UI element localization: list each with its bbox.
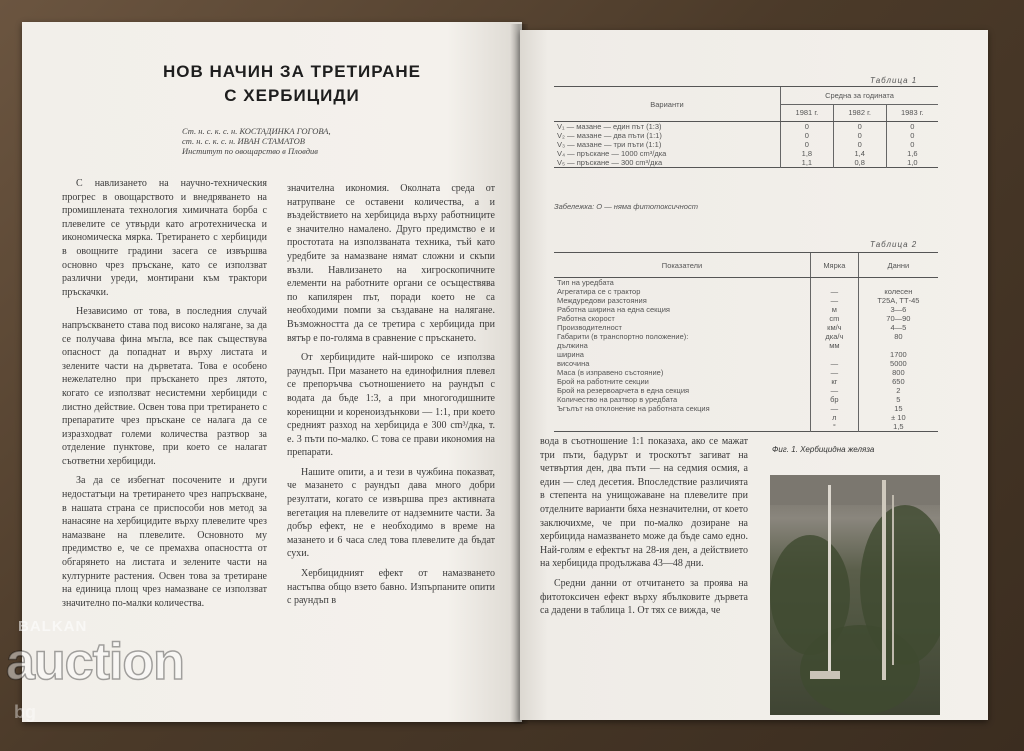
table-1-cell: 0: [886, 122, 938, 132]
table-1-cell: 0: [781, 140, 834, 149]
watermark-main: auction: [6, 633, 184, 691]
table-1-cell: V₂ — мазане — два пъти (1:1): [557, 131, 662, 140]
table-2-header: Показатели: [554, 253, 811, 278]
table-1-cell: 0: [886, 140, 938, 149]
table-1-cell: 0,8: [833, 158, 886, 168]
table-1-row: [554, 149, 938, 158]
table-2-cell: Работна скорост: [557, 314, 615, 323]
table-2-row: [554, 278, 938, 288]
table-2-cell: 70—90: [858, 314, 938, 323]
table-1-header-variant: Варианти: [554, 87, 781, 122]
table-2-cell: височина: [557, 359, 590, 368]
photo-pole: [892, 495, 894, 665]
table-2-cell: колесен: [858, 287, 938, 296]
table-2-header: Мярка: [811, 253, 859, 278]
table-2-row: [554, 314, 938, 323]
table-2-label: Таблица 2: [870, 240, 918, 249]
table-2-cell: 4—5: [858, 323, 938, 332]
table-2-cell: Работна ширина на една секция: [557, 305, 670, 314]
table-2-cell: —: [811, 368, 859, 377]
table-2-cell: [858, 341, 938, 350]
table-2-cell: cm: [811, 314, 859, 323]
table-2-cell: [811, 350, 859, 359]
table-2-cell: Ъгълът на отклонение на работната секция: [557, 404, 710, 413]
table-1: [554, 86, 938, 168]
table-1-row: [554, 140, 938, 149]
paragraph: Хербицидният ефект от намазването настъпва общо взето бавно. Изпърпаните опити с раундъп в: [287, 568, 495, 607]
title-line-2: С ХЕРБИЦИДИ: [224, 86, 360, 105]
table-1-header-group: Средна за годината: [781, 87, 939, 105]
table-2-cell: [554, 413, 811, 422]
table-2-cell: °: [811, 422, 859, 432]
text-column-1: [62, 177, 267, 707]
paragraph: значителна икономия. Околната среда от натрупване се оставени количества, а и въздействието на хербицида върху работниците е значително намалено. Друго предимство е и простотата на използваната техника, тъй като уредбите за намазване нямат сложни и скъпи възли. Навлизането на хигроскопичните елементи на работните органи се осъществява по капилярен път, поради което не са необходими помпи за създаване на налягане. Възможността да се третира с хербицида при вятър е по-голяма в сравнение с пръскането.: [287, 183, 495, 344]
table-2-row: [554, 323, 938, 332]
table-2-cell: ± 10: [858, 413, 938, 422]
table-2-cell: Производителност: [557, 323, 622, 332]
paragraph: За да се избегнат посочените и други недостатъци на третирането чрез напръскване, в нашата страна се приспособи нов метод за нанасяне на хербицидите върху плевелите чрез намазване на плевелите. Основното му предимство е, че се премахва опасността от обгарянето на листата и зелените части на културните растения. Освен това за третиране на единица площ чрез намазване се използват значително по-малки количества.: [62, 475, 267, 609]
table-2-row: [554, 350, 938, 359]
table-1-cell: V₄ — пръскане — 1000 cm³/дка: [557, 149, 667, 158]
table-1-cell: 1,6: [886, 149, 938, 158]
table-1-year: 1983 г.: [886, 104, 938, 122]
table-1-cell: V₃ — мазане — три пъти (1:1): [557, 140, 662, 149]
table-2-cell: м: [811, 305, 859, 314]
paragraph: Независимо от това, в последния случай напръскването става под високо налягане, за да се получава фина мъгла, все пак съществува опасност да попаднат и върху листата и зелените части на дърветата. Това е особено нежелателно при пръскането през лятото, когато се използват несистемни хербициди с листно действие. Освен това при третирането с препаратите чрез пръскане се налага да се изразходват големи количества разтвор за отделение пунктове, при което се налагат съответни хербициди.: [62, 306, 267, 467]
table-2-cell: 5000: [858, 359, 938, 368]
table-2-row: [554, 359, 938, 368]
table-2-row: [554, 368, 938, 377]
table-1-cell: 0: [833, 131, 886, 140]
table-2-row: [554, 287, 938, 296]
table-2-cell: 1700: [858, 350, 938, 359]
table-2-cell: дка/ч: [811, 332, 859, 341]
table-2-row: [554, 332, 938, 341]
table-2-row: [554, 404, 938, 413]
table-1-body: [554, 122, 938, 168]
table-2-row: [554, 386, 938, 395]
table-2-cell: Т25А, ТТ-45: [858, 296, 938, 305]
table-2-row: [554, 395, 938, 404]
paragraph: Нашите опити, а и тези в чужбина показват, че мазането с раундъп дава много добри резултати, когато се извършва през активната вегетация на плевелите от надземните части. За добър ефект, не е необходимо в време на мазането и 6 часа след това плевелите да бъдат сухи.: [287, 466, 495, 560]
table-2-cell: Габарити (в транспортно положение):: [557, 332, 689, 341]
table-1-cell: 0: [833, 140, 886, 149]
table-2-cell: бр: [811, 395, 859, 404]
table-1-cell: 1,1: [781, 158, 834, 168]
table-1-cell: 1,8: [781, 149, 834, 158]
table-2-cell: —: [811, 296, 859, 305]
table-1-cell: 0: [833, 122, 886, 132]
author-2: ст. н. с. к. с. н. ИВАН СТАМАТОВ: [182, 136, 305, 146]
table-1-row: [554, 158, 938, 168]
table-2-cell: Количество на разтвор в уредбата: [557, 395, 678, 404]
photo-base: [810, 671, 840, 679]
table-2-body: [554, 278, 938, 432]
table-2-cell: Брой на работните секции: [557, 377, 649, 386]
paragraph: С навлизането на научно-техническия прогрес в овощарството и внедряването на промишлената технология химичната борба с плевелите се утвърди като агротехническа и икономическа мярка. Третирането с хербициди в овощните градини засега се извършва основно чрез пръскане, като се използват различни уреди, монтирани към трактори пръскачки.: [62, 178, 267, 298]
table-2-cell: л: [811, 413, 859, 422]
table-2-row: [554, 296, 938, 305]
table-2-cell: мм: [811, 341, 859, 350]
text-column-3: [540, 435, 748, 700]
right-page: [520, 30, 988, 720]
table-2: [554, 252, 938, 432]
watermark-sub: bg: [14, 702, 36, 722]
paragraph: Средни данни от отчитането за проява на фитотоксичен ефект върху ябълковите дървета са дадени в таблица 1. От тях се вижда, че: [540, 577, 748, 617]
table-1-row: [554, 131, 938, 140]
table-2-row: [554, 422, 938, 432]
table-1-note: Забележка: О — няма фитотоксичност: [554, 202, 698, 211]
table-2-cell: Брой на резервоарчета в една секция: [557, 386, 690, 395]
paragraph: вода в съотношение 1:1 показаха, ако се мажат три пъти, бадурът и троскотът загиват на четвъртия ден, два пъти — на седмия осмия, а един — след десетия. Впоследствие различията в степента на унищожаване на плевелите при отделните варианти бяха незначителни, от което заключихме, че при по-малко дозиране на хербицида намазването може да бъде само едно. Най-голям е ефектът на 28-ия ден, а действието на хербицида продължава 43—48 дни.: [540, 436, 748, 570]
left-page: [22, 22, 522, 722]
table-1-cell: 1,0: [886, 158, 938, 168]
table-1-cell: 1,4: [833, 149, 886, 158]
table-2-row: [554, 377, 938, 386]
table-2-cell: 1,5: [858, 422, 938, 432]
table-2-cell: Агрегатира се с трактор: [557, 287, 641, 296]
table-2-cell: 800: [858, 368, 938, 377]
article-title: [102, 60, 482, 108]
table-2-cell: 2: [858, 386, 938, 395]
table-2-cell: 3—6: [858, 305, 938, 314]
table-2-cell: [554, 422, 811, 432]
table-1-row: [554, 122, 938, 132]
table-2-row: [554, 341, 938, 350]
table-2-cell: 80: [858, 332, 938, 341]
table-1-cell: 0: [781, 131, 834, 140]
table-1-year: 1982 г.: [833, 104, 886, 122]
table-2-cell: —: [811, 359, 859, 368]
institute: Институт по овощарство в Пловдив: [182, 146, 318, 156]
table-1-cell: V₁ — мазане — един път (1:3): [557, 122, 662, 131]
table-2-cell: Междуредови разстояния: [557, 296, 647, 305]
table-2-cell: дължина: [557, 341, 588, 350]
table-2-cell: 650: [858, 377, 938, 386]
table-2-cell: км/ч: [811, 323, 859, 332]
table-2-cell: —: [811, 287, 859, 296]
paragraph: От хербицидите най-широко се използва раундъп. При мазането на единофилния плевел се препоръчва съотношението на раундъп с водата да бъде 1:3, а при многогодишните коренищни и кореноиздънкови — 1:1, при което средният разход на хербицида е 300 cm³/дка, т. е. 3 пъти по-малко. С това се прави икономия на препарати.: [287, 352, 495, 459]
title-line-1: НОВ НАЧИН ЗА ТРЕТИРАНЕ: [163, 62, 421, 81]
photo-foliage: [800, 625, 920, 715]
table-2-cell: кг: [811, 377, 859, 386]
author-1: Ст. н. с. к. с. н. КОСТАДИНКА ГОГОВА,: [182, 126, 331, 136]
table-2-cell: 15: [858, 404, 938, 413]
table-1-label: Таблица 1: [870, 76, 918, 85]
table-2-row: [554, 305, 938, 314]
table-1-cell: V₅ — пръскане — 300 cm³/дка: [557, 158, 663, 167]
table-2-cell: 5: [858, 395, 938, 404]
table-2-cell: [858, 278, 938, 288]
table-2-header: Данни: [858, 253, 938, 278]
table-2-cell: Маса (в изправено състояние): [557, 368, 664, 377]
author-block: [182, 126, 432, 156]
table-2-cell: Тип на уредбата: [557, 278, 614, 287]
table-2-cell: ширина: [557, 350, 584, 359]
table-2-cell: —: [811, 404, 859, 413]
table-2-cell: [811, 278, 859, 288]
table-2-row: [554, 413, 938, 422]
table-1-year: 1981 г.: [781, 104, 834, 122]
table-1-cell: 0: [886, 131, 938, 140]
figure-photo: [770, 475, 940, 715]
watermark-top: BALKAN: [18, 618, 88, 635]
figure-caption: Фиг. 1. Хербицидна желяза: [772, 445, 875, 454]
photo-pole: [828, 485, 831, 675]
table-2-cell: —: [811, 386, 859, 395]
photo-pole: [882, 480, 886, 680]
text-column-2: [287, 182, 495, 712]
photo-sky: [770, 475, 940, 505]
table-1-cell: 0: [781, 122, 834, 132]
